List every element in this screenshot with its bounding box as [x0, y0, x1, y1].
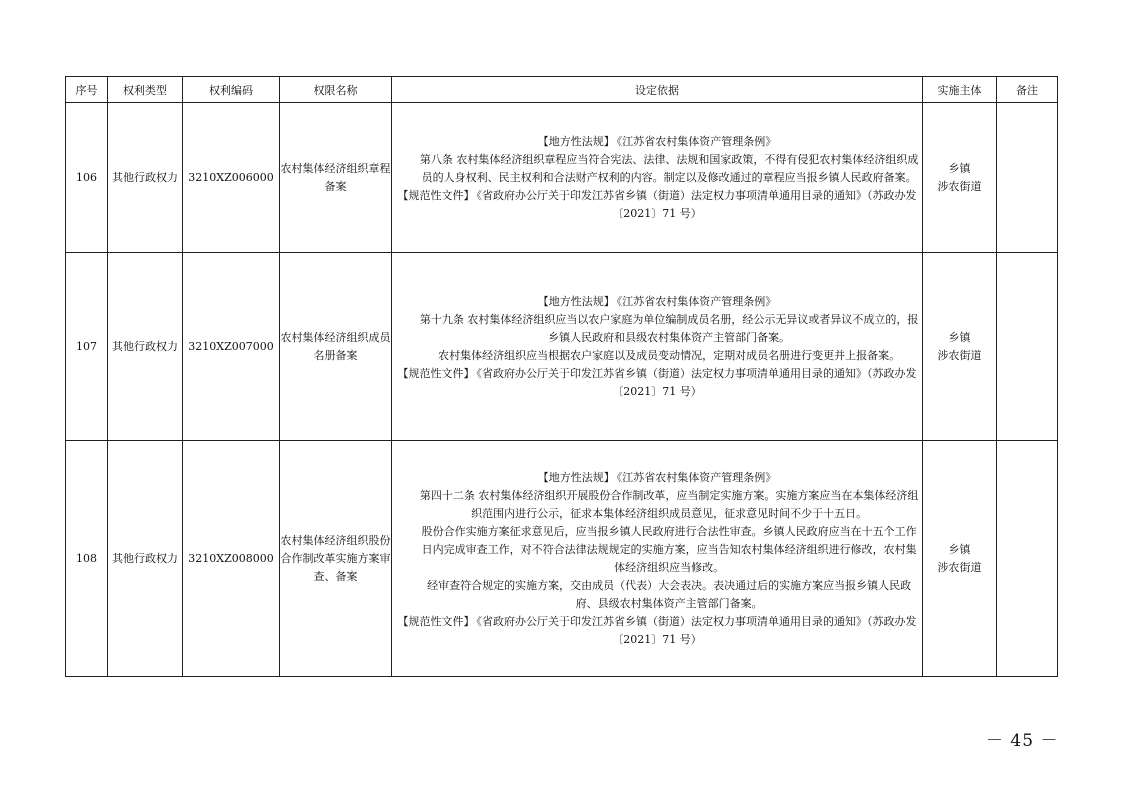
cell-subject — [923, 253, 997, 441]
cell-seq: 108 — [66, 441, 108, 677]
doc-title: 《省政府办公厅关于印发江苏省乡镇（街道）法定权力事项清单通用目录的通知》（苏政办发〔2021〕71 号） — [476, 188, 917, 220]
basis-law-line — [392, 133, 922, 151]
cell-code: 3210XZ008000 — [183, 441, 280, 677]
subject-line: 乡镇 — [948, 161, 971, 175]
basis-paragraph: 经审查符合规定的实施方案，交由成员（代表）大会表决。表决通过后的实施方案应当报乡镇人民政府、县级农村集体资产主管部门备案。 — [427, 578, 912, 610]
basis-doc-line — [392, 365, 922, 401]
cell-seq: 107 — [66, 253, 108, 441]
law-tag: 【地方性法规】 — [537, 294, 615, 308]
page-number: － 45 － — [986, 731, 1059, 751]
header-subject: 实施主体 — [923, 77, 997, 103]
subject-line: 涉农街道 — [937, 179, 982, 193]
cell-note — [997, 103, 1058, 253]
law-title: 《江苏省农村集体资产管理条例》 — [616, 294, 777, 308]
basis-paragraph: 股份合作实施方案征求意见后，应当报乡镇人民政府进行合法性审查。乡镇人民政府应当在十五个工作日内完成审查工作，对不符合法律法规规定的实施方案，应当告知农村集体经济组织进行修改，农村集体经济组织应当修改。 — [421, 524, 917, 574]
cell-code: 3210XZ007000 — [183, 253, 280, 441]
rights-table — [65, 76, 1058, 677]
cell-type: 其他行政权力 — [108, 103, 183, 253]
doc-tag: 【规范性文件】 — [397, 188, 475, 202]
cell-note — [997, 441, 1058, 677]
subject-line: 乡镇 — [948, 542, 971, 556]
basis-doc-line — [392, 187, 922, 223]
cell-seq: 106 — [66, 103, 108, 253]
subject-line: 乡镇 — [948, 330, 971, 344]
cell-basis — [392, 103, 923, 253]
cell-note — [997, 253, 1058, 441]
cell-subject — [923, 103, 997, 253]
basis-paragraph: 第四十二条 农村集体经济组织开展股份合作制改革，应当制定实施方案。实施方案应当在本集体经济组织范围内进行公示，征求本集体经济组织成员意见，征求意见时间不少于十五日。 — [419, 488, 919, 520]
header-basis: 设定依据 — [392, 77, 923, 103]
law-title: 《江苏省农村集体资产管理条例》 — [616, 134, 777, 148]
cell-type: 其他行政权力 — [108, 253, 183, 441]
header-code: 权利编码 — [183, 77, 280, 103]
header-seq: 序号 — [66, 77, 108, 103]
basis-law-line — [392, 293, 922, 311]
subject-line: 涉农街道 — [937, 348, 982, 362]
cell-basis — [392, 441, 923, 677]
table-header-row — [66, 77, 1058, 103]
cell-code: 3210XZ006000 — [183, 103, 280, 253]
header-note: 备注 — [997, 77, 1058, 103]
doc-title: 《省政府办公厅关于印发江苏省乡镇（街道）法定权力事项清单通用目录的通知》（苏政办发〔2021〕71 号） — [476, 366, 917, 398]
basis-paragraph: 第十九条 农村集体经济组织应当以农户家庭为单位编制成员名册，经公示无异议或者异议不成立的，报乡镇人民政府和县级农村集体资产主管部门备案。 — [419, 312, 919, 344]
basis-paragraph: 第八条 农村集体经济组织章程应当符合宪法、法律、法规和国家政策，不得有侵犯农村集体经济组织成员的人身权利、民主权利和合法财产权利的内容。制定以及修改通过的章程应当报乡镇人民政府备案。 — [419, 152, 919, 184]
cell-basis — [392, 253, 923, 441]
table-row — [66, 103, 1058, 253]
law-tag: 【地方性法规】 — [537, 470, 615, 484]
doc-title: 《省政府办公厅关于印发江苏省乡镇（街道）法定权力事项清单通用目录的通知》（苏政办发〔2021〕71 号） — [476, 614, 917, 646]
subject-line: 涉农街道 — [937, 560, 982, 574]
law-title: 《江苏省农村集体资产管理条例》 — [616, 470, 777, 484]
basis-paragraph: 农村集体经济组织应当根据农户家庭以及成员变动情况，定期对成员名册进行变更并上报备案。 — [438, 348, 901, 362]
law-tag: 【地方性法规】 — [537, 134, 615, 148]
basis-law-line — [392, 469, 922, 487]
table-row — [66, 253, 1058, 441]
cell-subject — [923, 441, 997, 677]
doc-tag: 【规范性文件】 — [397, 614, 475, 628]
table-row — [66, 441, 1058, 677]
cell-name: 农村集体经济组织成员名册备案 — [280, 253, 392, 441]
cell-type: 其他行政权力 — [108, 441, 183, 677]
header-name: 权限名称 — [280, 77, 392, 103]
basis-doc-line — [392, 613, 922, 649]
header-type: 权利类型 — [108, 77, 183, 103]
cell-name: 农村集体经济组织股份合作制改革实施方案审查、备案 — [280, 441, 392, 677]
doc-tag: 【规范性文件】 — [397, 366, 475, 380]
cell-name: 农村集体经济组织章程备案 — [280, 103, 392, 253]
